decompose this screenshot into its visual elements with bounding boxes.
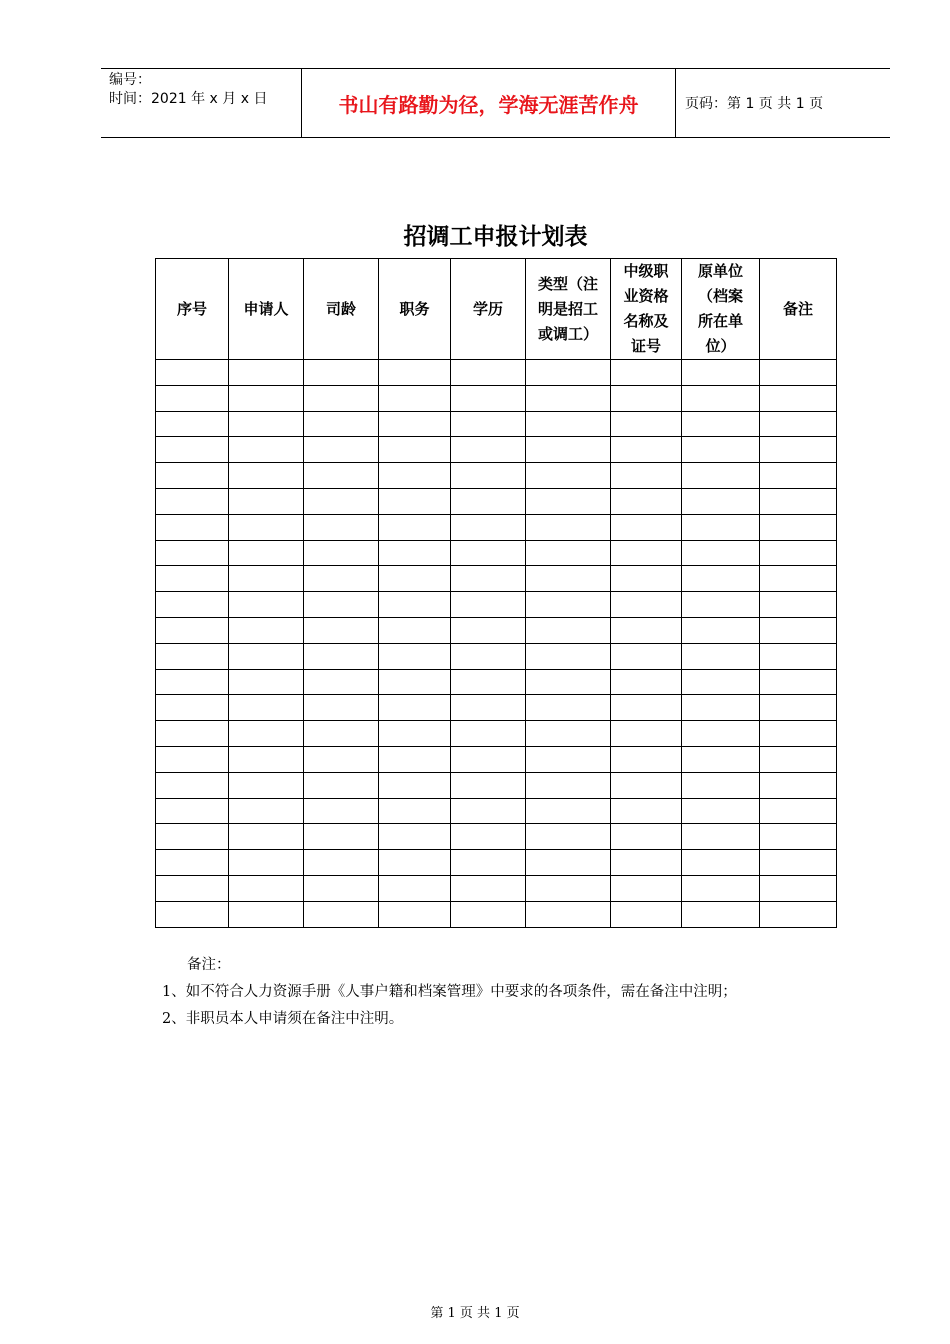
table-cell <box>611 385 682 411</box>
table-cell <box>451 850 526 876</box>
table-row <box>156 669 837 695</box>
table-cell <box>682 798 760 824</box>
table-cell <box>760 875 837 901</box>
table-cell <box>379 850 451 876</box>
table-cell <box>304 669 379 695</box>
table-cell <box>682 772 760 798</box>
table-cell <box>526 669 611 695</box>
table-cell <box>379 669 451 695</box>
table-cell <box>156 824 229 850</box>
table-cell <box>379 385 451 411</box>
table-cell <box>156 566 229 592</box>
table-cell <box>682 721 760 747</box>
table-cell <box>760 721 837 747</box>
table-cell <box>229 721 304 747</box>
notes-heading: 备注： <box>187 957 231 973</box>
table-cell <box>156 463 229 489</box>
table-row <box>156 592 837 618</box>
table-cell <box>229 540 304 566</box>
page-title: 招调工申报计划表 <box>403 224 588 250</box>
table-row <box>156 617 837 643</box>
column-header: 类型（注 明是招工 或调工） <box>526 259 611 360</box>
table-cell <box>451 669 526 695</box>
table-cell <box>526 798 611 824</box>
table-cell <box>526 772 611 798</box>
table-row <box>156 437 837 463</box>
table-cell <box>379 772 451 798</box>
table-cell <box>611 772 682 798</box>
table-cell <box>304 566 379 592</box>
column-header: 中级职 业资格 名称及 证号 <box>611 259 682 360</box>
table-cell <box>611 463 682 489</box>
column-header: 司龄 <box>304 259 379 360</box>
table-cell <box>156 385 229 411</box>
table-cell <box>611 360 682 386</box>
table-row <box>156 514 837 540</box>
table-cell <box>682 360 760 386</box>
table-cell <box>760 772 837 798</box>
table-row <box>156 463 837 489</box>
table-cell <box>526 592 611 618</box>
table-cell <box>304 695 379 721</box>
table-cell <box>156 798 229 824</box>
table-cell <box>304 850 379 876</box>
column-header: 备注 <box>760 259 837 360</box>
table-cell <box>760 437 837 463</box>
table-cell <box>156 437 229 463</box>
table-cell <box>611 488 682 514</box>
table-cell <box>760 824 837 850</box>
column-header: 申请人 <box>229 259 304 360</box>
table-cell <box>682 617 760 643</box>
table-cell <box>304 488 379 514</box>
table-cell <box>379 566 451 592</box>
table-row <box>156 360 837 386</box>
table-cell <box>526 875 611 901</box>
table-cell <box>379 488 451 514</box>
table-cell <box>526 463 611 489</box>
table-cell <box>760 488 837 514</box>
table-cell <box>526 540 611 566</box>
table-cell <box>229 360 304 386</box>
table-cell <box>156 617 229 643</box>
table-cell <box>760 901 837 927</box>
header-divider <box>675 69 676 137</box>
table-cell <box>156 411 229 437</box>
table-cell <box>229 850 304 876</box>
table-row <box>156 901 837 927</box>
table-cell <box>379 695 451 721</box>
number-label: 编号： <box>109 72 151 88</box>
table-row <box>156 875 837 901</box>
table-cell <box>229 617 304 643</box>
table-cell <box>379 437 451 463</box>
table-cell <box>379 411 451 437</box>
table-cell <box>526 695 611 721</box>
column-header: 序号 <box>156 259 229 360</box>
table-cell <box>526 617 611 643</box>
table-cell <box>229 824 304 850</box>
table-cell <box>304 746 379 772</box>
table-cell <box>379 875 451 901</box>
table-cell <box>682 824 760 850</box>
table-cell <box>304 463 379 489</box>
table-cell <box>526 385 611 411</box>
table-cell <box>760 385 837 411</box>
column-header: 学历 <box>451 259 526 360</box>
table-cell <box>156 360 229 386</box>
table-cell <box>379 360 451 386</box>
table-cell <box>304 411 379 437</box>
table-cell <box>682 592 760 618</box>
table-cell <box>451 385 526 411</box>
table-cell <box>682 411 760 437</box>
table-cell <box>611 875 682 901</box>
table-cell <box>379 824 451 850</box>
table-row <box>156 850 837 876</box>
table-cell <box>156 772 229 798</box>
table-cell <box>611 901 682 927</box>
table-cell <box>611 566 682 592</box>
table-cell <box>760 695 837 721</box>
table-cell <box>526 643 611 669</box>
table-cell <box>682 901 760 927</box>
table-cell <box>379 592 451 618</box>
table-row <box>156 540 837 566</box>
table-cell <box>682 540 760 566</box>
table-cell <box>760 360 837 386</box>
table-cell <box>611 592 682 618</box>
table-cell <box>304 540 379 566</box>
table-cell <box>304 360 379 386</box>
page-info: 页码：第 1 页 共 1 页 <box>685 96 824 112</box>
table-cell <box>379 540 451 566</box>
table-cell <box>229 643 304 669</box>
table-cell <box>760 592 837 618</box>
table-cell <box>611 437 682 463</box>
table-cell <box>304 592 379 618</box>
table-cell <box>229 488 304 514</box>
table-cell <box>379 643 451 669</box>
table-cell <box>304 772 379 798</box>
table-cell <box>156 514 229 540</box>
table-cell <box>451 695 526 721</box>
table-cell <box>451 411 526 437</box>
table-cell <box>229 901 304 927</box>
table-row <box>156 488 837 514</box>
table-cell <box>682 850 760 876</box>
table-cell <box>156 643 229 669</box>
table-cell <box>526 566 611 592</box>
table-row <box>156 385 837 411</box>
table-cell <box>451 592 526 618</box>
table-cell <box>611 850 682 876</box>
table-cell <box>526 901 611 927</box>
table-cell <box>682 514 760 540</box>
table-row <box>156 798 837 824</box>
table-cell <box>379 746 451 772</box>
table-header-row <box>156 259 837 360</box>
table-cell <box>451 566 526 592</box>
table-cell <box>229 772 304 798</box>
page-footer: 第 1 页 共 1 页 <box>430 1306 520 1321</box>
table-cell <box>304 824 379 850</box>
table-cell <box>451 617 526 643</box>
table-cell <box>526 360 611 386</box>
column-header: 原单位 （档案 所在单 位） <box>682 259 760 360</box>
table-cell <box>379 463 451 489</box>
header-meta <box>109 71 267 109</box>
note-item: 2、非职员本人申请须在备注中注明。 <box>162 1011 404 1027</box>
table-cell <box>304 385 379 411</box>
table-row <box>156 411 837 437</box>
table-cell <box>760 540 837 566</box>
column-header: 职务 <box>379 259 451 360</box>
table-cell <box>451 437 526 463</box>
table-cell <box>156 746 229 772</box>
table-cell <box>451 540 526 566</box>
table-cell <box>451 901 526 927</box>
table-cell <box>682 643 760 669</box>
table-row <box>156 746 837 772</box>
table-row <box>156 643 837 669</box>
table-cell <box>611 669 682 695</box>
table-cell <box>229 875 304 901</box>
table-cell <box>611 617 682 643</box>
document-header <box>101 68 890 138</box>
table-cell <box>156 488 229 514</box>
table-cell <box>451 488 526 514</box>
application-table <box>155 258 837 928</box>
table-cell <box>451 798 526 824</box>
table-cell <box>682 695 760 721</box>
table-cell <box>229 669 304 695</box>
table-cell <box>526 824 611 850</box>
table-cell <box>451 514 526 540</box>
table-cell <box>526 411 611 437</box>
table-cell <box>304 798 379 824</box>
table-cell <box>156 901 229 927</box>
table-cell <box>229 695 304 721</box>
table-cell <box>229 566 304 592</box>
table-cell <box>611 721 682 747</box>
table-cell <box>229 385 304 411</box>
table-row <box>156 566 837 592</box>
time-label: 时间：2021 年 x 月 x 日 <box>109 91 268 107</box>
table-cell <box>229 437 304 463</box>
table-cell <box>611 824 682 850</box>
table-cell <box>229 746 304 772</box>
table-cell <box>156 695 229 721</box>
table-cell <box>451 643 526 669</box>
table-row <box>156 824 837 850</box>
table-cell <box>760 617 837 643</box>
table-cell <box>760 643 837 669</box>
table-cell <box>451 772 526 798</box>
table-cell <box>156 669 229 695</box>
table-cell <box>760 669 837 695</box>
table-cell <box>611 798 682 824</box>
table-cell <box>611 514 682 540</box>
table-cell <box>526 850 611 876</box>
table-cell <box>451 360 526 386</box>
table-cell <box>682 437 760 463</box>
notes-section <box>162 952 737 1033</box>
table-cell <box>379 901 451 927</box>
table-cell <box>156 721 229 747</box>
table-cell <box>526 514 611 540</box>
table-cell <box>304 875 379 901</box>
table-cell <box>526 721 611 747</box>
table-cell <box>611 411 682 437</box>
table-cell <box>451 721 526 747</box>
table-cell <box>682 385 760 411</box>
note-item: 1、如不符合人力资源手册《人事户籍和档案管理》中要求的各项条件，需在备注中注明； <box>162 984 737 1000</box>
table-cell <box>760 798 837 824</box>
table-cell <box>682 875 760 901</box>
table-cell <box>304 437 379 463</box>
table-cell <box>156 875 229 901</box>
table-cell <box>760 746 837 772</box>
table-cell <box>682 746 760 772</box>
table-cell <box>304 901 379 927</box>
table-cell <box>229 798 304 824</box>
table-cell <box>156 850 229 876</box>
table-cell <box>304 721 379 747</box>
table-cell <box>760 411 837 437</box>
table-cell <box>229 411 304 437</box>
table-cell <box>682 566 760 592</box>
table-cell <box>229 463 304 489</box>
table-cell <box>760 514 837 540</box>
table-cell <box>379 617 451 643</box>
table-cell <box>682 669 760 695</box>
table-cell <box>379 514 451 540</box>
table-cell <box>379 798 451 824</box>
table-cell <box>760 850 837 876</box>
table-cell <box>451 824 526 850</box>
table-cell <box>229 592 304 618</box>
table-cell <box>304 514 379 540</box>
table-cell <box>611 540 682 566</box>
table-cell <box>682 463 760 489</box>
table-cell <box>451 463 526 489</box>
table-cell <box>611 746 682 772</box>
table-cell <box>229 514 304 540</box>
table-cell <box>451 875 526 901</box>
table-cell <box>304 617 379 643</box>
table-cell <box>526 437 611 463</box>
table-cell <box>156 540 229 566</box>
table-cell <box>451 746 526 772</box>
table-row <box>156 721 837 747</box>
table-cell <box>304 643 379 669</box>
table-cell <box>526 746 611 772</box>
table-cell <box>682 488 760 514</box>
table-cell <box>611 643 682 669</box>
table-cell <box>760 463 837 489</box>
table-cell <box>611 695 682 721</box>
header-motto: 书山有路勤为径，学海无涯苦作舟 <box>338 92 639 117</box>
table-row <box>156 772 837 798</box>
table-cell <box>760 566 837 592</box>
table-cell <box>379 721 451 747</box>
table-cell <box>526 488 611 514</box>
table-row <box>156 695 837 721</box>
table-cell <box>156 592 229 618</box>
